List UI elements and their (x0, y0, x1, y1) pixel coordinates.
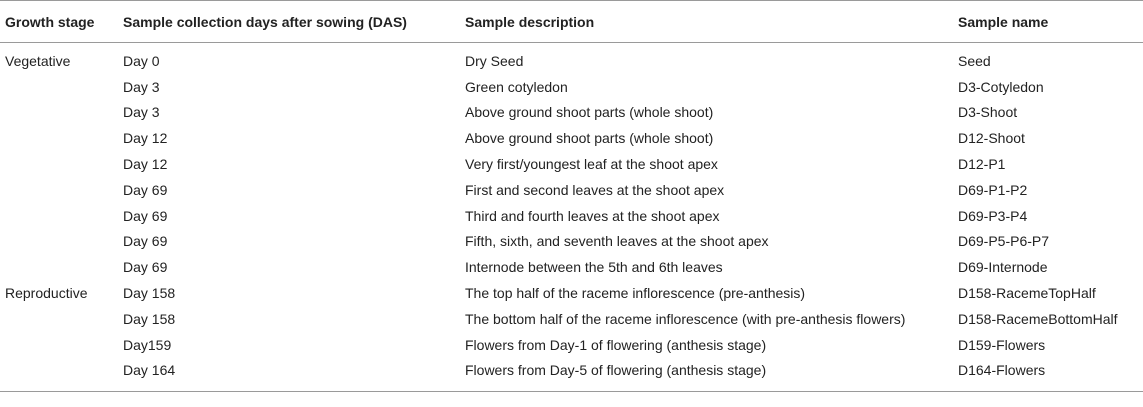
cell-growth-stage (0, 306, 118, 332)
cell-growth-stage (0, 358, 118, 392)
table-row (0, 254, 1143, 280)
cell-growth-stage (0, 151, 118, 177)
cell-sample-description: Green cotyledon (465, 78, 568, 95)
cell-sample-description: Internode between the 5th and 6th leaves (465, 259, 723, 276)
cell-growth-stage (0, 74, 118, 100)
cell-collection-day: Day 69 (123, 259, 168, 276)
cell-sample-description: Fifth, sixth, and seventh leaves at the shoot apex (465, 233, 769, 250)
header-growth-stage: Growth stage (0, 1, 118, 43)
cell-sample-name: D164-Flowers (958, 358, 1143, 392)
cell-collection-day: Day 69 (123, 233, 168, 250)
table-row (0, 332, 1143, 358)
cell-collection-day: Day 3 (123, 104, 160, 121)
table-body (0, 43, 1143, 392)
table-row (0, 280, 1143, 306)
header-collection-days: Sample collection days after sowing (DAS) (118, 1, 460, 43)
table-row (0, 229, 1143, 255)
cell-sample-name: D3-Shoot (958, 104, 1018, 121)
cell-sample-name: D69-P3-P4 (958, 207, 1028, 224)
table-row (0, 125, 1143, 151)
cell-growth-stage (0, 125, 118, 151)
cell-sample-name: Seed (958, 52, 991, 69)
cell-collection-day: Day 12 (123, 156, 168, 173)
cell-sample-name: D12-P1 (958, 156, 1006, 173)
cell-sample-description: Above ground shoot parts (whole shoot) (465, 130, 714, 147)
table-row (0, 100, 1143, 126)
cell-collection-day: Day159 (123, 336, 172, 353)
cell-growth-stage (0, 332, 118, 358)
header-row (0, 1, 1143, 43)
cell-growth-stage (0, 229, 118, 255)
cell-sample-name: D158-RacemeTopHalf (958, 285, 1096, 302)
cell-sample-description: The top half of the raceme inflorescence (pre-anthesis) (465, 285, 806, 302)
cell-collection-day: Day 3 (123, 78, 160, 95)
cell-growth-stage (0, 254, 118, 280)
table-header (0, 1, 1143, 43)
cell-collection-day: Day 0 (123, 52, 160, 69)
cell-sample-name: D3-Cotyledon (958, 78, 1044, 95)
header-sample-description: Sample description (460, 1, 958, 43)
table-row (0, 306, 1143, 332)
cell-sample-name: D69-P5-P6-P7 (958, 233, 1050, 250)
cell-sample-description: Very first/youngest leaf at the shoot apex (465, 156, 718, 173)
table-row (0, 177, 1143, 203)
table-row (0, 151, 1143, 177)
cell-sample-description: Above ground shoot parts (whole shoot) (465, 104, 714, 121)
cell-sample-description: First and second leaves at the shoot apex (465, 181, 725, 198)
cell-sample-description: Dry Seed (465, 52, 524, 69)
cell-sample-description: The bottom half of the raceme inflorescence (with pre-anthesis flowers) (465, 310, 906, 327)
cell-collection-day: Day 164 (118, 358, 460, 392)
cell-sample-name: D69-Internode (958, 259, 1048, 276)
cell-growth-stage: Reproductive (5, 285, 88, 302)
cell-sample-name: D158-RacemeBottomHalf (958, 310, 1118, 327)
table-row (0, 358, 1143, 392)
cell-sample-description: Third and fourth leaves at the shoot apex (465, 207, 720, 224)
cell-sample-name: D69-P1-P2 (958, 181, 1028, 198)
cell-collection-day: Day 12 (123, 130, 168, 147)
cell-collection-day: Day 69 (123, 207, 168, 224)
cell-growth-stage (0, 100, 118, 126)
cell-growth-stage (0, 203, 118, 229)
cell-collection-day: Day 158 (123, 285, 176, 302)
cell-growth-stage: Vegetative (5, 52, 71, 69)
header-sample-name: Sample name (958, 1, 1143, 43)
table-row (0, 43, 1143, 74)
cell-collection-day: Day 69 (123, 181, 168, 198)
table-row (0, 203, 1143, 229)
cell-sample-name: D159-Flowers (958, 336, 1046, 353)
cell-collection-day: Day 158 (123, 310, 176, 327)
cell-sample-description: Flowers from Day-5 of flowering (anthesis stage) (460, 358, 958, 392)
cell-sample-description: Flowers from Day-1 of flowering (anthesis stage) (465, 336, 767, 353)
cell-sample-name: D12-Shoot (958, 130, 1025, 147)
table-row (0, 74, 1143, 100)
cell-growth-stage (0, 177, 118, 203)
